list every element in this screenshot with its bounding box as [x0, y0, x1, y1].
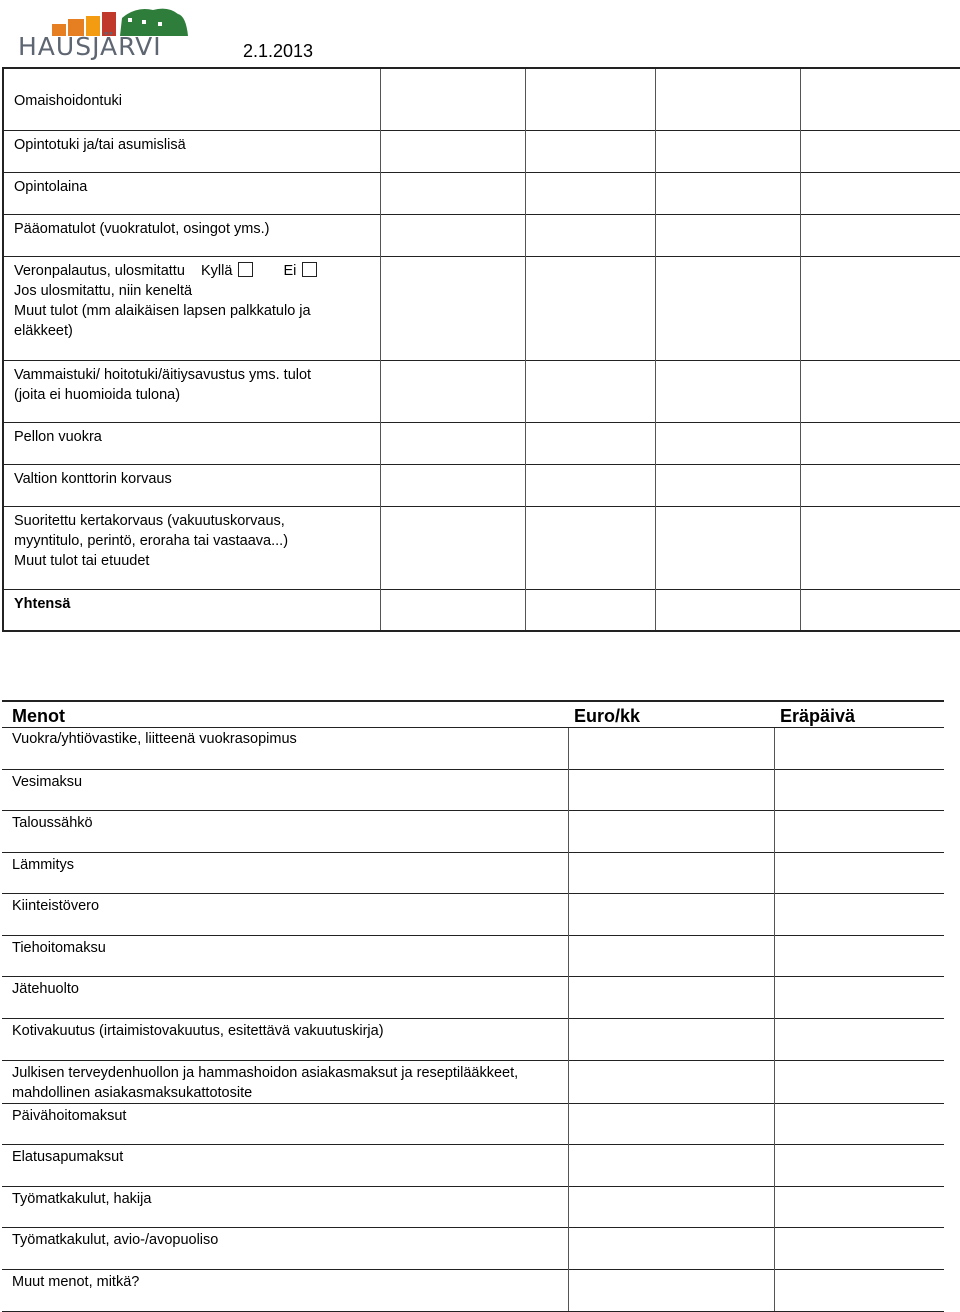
document-date: 2.1.2013 [243, 41, 314, 61]
expense-due-cell[interactable] [774, 1019, 944, 1061]
income-amount-cell[interactable] [526, 214, 656, 256]
expense-label: Kotivakuutus (irtaimistovakuutus, esitettävä vakuutuskirja) [12, 1023, 384, 1040]
income-amount-cell[interactable] [800, 172, 960, 214]
no-label: Ei [283, 262, 297, 279]
expenses-table [2, 700, 944, 1312]
expense-label-cell [2, 769, 568, 811]
logo-text: HAUSJÄRVI [18, 32, 162, 61]
expense-row [2, 894, 944, 936]
expense-euro-cell[interactable] [568, 894, 774, 936]
expense-label: Tiehoitomaksu [12, 939, 106, 956]
income-label: Pääomatulot (vuokratulot, osingot yms.) [14, 220, 270, 237]
income-amount-cell[interactable] [800, 68, 960, 130]
income-label: (joita ei huomioida tulona) [14, 386, 181, 403]
income-amount-cell[interactable] [655, 172, 800, 214]
income-amount-cell[interactable] [526, 506, 656, 589]
expense-euro-cell[interactable] [568, 727, 774, 769]
income-amount-cell[interactable] [655, 589, 800, 631]
income-amount-cell[interactable] [526, 130, 656, 172]
expense-euro-cell[interactable] [568, 1186, 774, 1228]
expense-due-cell[interactable] [774, 894, 944, 936]
income-amount-cell[interactable] [655, 360, 800, 422]
expense-label-cell [2, 727, 568, 769]
expense-euro-cell[interactable] [568, 1145, 774, 1187]
income-label: Suoritettu kertakorvaus (vakuutuskorvaus, [14, 512, 285, 529]
income-amount-cell[interactable] [526, 172, 656, 214]
income-amount-cell[interactable] [800, 589, 960, 631]
income-amount-cell[interactable] [800, 506, 960, 589]
income-label: Vammaistuki/ hoitotuki/äitiysavustus yms. tulot [14, 366, 312, 383]
expense-label-cell [2, 977, 568, 1019]
expense-euro-cell[interactable] [568, 1103, 774, 1145]
income-label: myyntitulo, perintö, eroraha tai vastaava...) [14, 532, 289, 549]
income-amount-cell[interactable] [381, 464, 526, 506]
income-label: Jos ulosmitattu, niin keneltä [14, 282, 193, 299]
income-row [3, 214, 960, 256]
expense-label: Työmatkakulut, hakija [12, 1190, 152, 1207]
income-amount-cell[interactable] [526, 256, 656, 360]
expense-due-cell[interactable] [774, 1103, 944, 1145]
menot-header: Menot [2, 701, 568, 727]
income-row [3, 589, 960, 631]
income-label-cell [3, 214, 381, 256]
income-amount-cell[interactable] [800, 464, 960, 506]
income-row [3, 360, 960, 422]
expense-label-cell [2, 935, 568, 977]
expense-label: Muut menot, mitkä? [12, 1274, 140, 1291]
expense-label: Työmatkakulut, avio-/avopuoliso [12, 1232, 219, 1249]
income-amount-cell[interactable] [655, 506, 800, 589]
expense-label-cell [2, 1103, 568, 1145]
income-label-cell [3, 130, 381, 172]
expense-due-cell[interactable] [774, 1228, 944, 1270]
income-amount-cell[interactable] [381, 172, 526, 214]
expense-due-cell[interactable] [774, 769, 944, 811]
expense-due-cell[interactable] [774, 811, 944, 853]
expense-row [2, 1186, 944, 1228]
income-amount-cell[interactable] [381, 360, 526, 422]
expense-due-cell[interactable] [774, 935, 944, 977]
income-row [3, 506, 960, 589]
expense-row [2, 1019, 944, 1061]
expense-label: Jätehuolto [12, 981, 79, 998]
income-amount-cell[interactable] [381, 68, 526, 130]
income-amount-cell[interactable] [800, 214, 960, 256]
income-label-cell [3, 68, 381, 130]
expense-label: Lämmitys [12, 856, 75, 873]
income-amount-cell[interactable] [526, 68, 656, 130]
expense-row [2, 727, 944, 769]
income-row [3, 130, 960, 172]
income-amount-cell[interactable] [655, 256, 800, 360]
refund-label: Veronpalautus, ulosmitattu [14, 262, 185, 279]
income-label-cell [3, 172, 381, 214]
expense-label: Päivähoitomaksut [12, 1107, 127, 1124]
expense-row [2, 977, 944, 1019]
income-row [3, 464, 960, 506]
expense-label: Vesimaksu [12, 773, 83, 790]
income-amount-cell[interactable] [526, 589, 656, 631]
income-amount-cell[interactable] [526, 464, 656, 506]
expense-label-cell [2, 1060, 568, 1103]
income-label-cell [3, 360, 381, 422]
expense-due-cell[interactable] [774, 1186, 944, 1228]
due-header: Eräpäivä [774, 701, 944, 727]
expense-due-cell[interactable] [774, 1270, 944, 1312]
hausjarvi-logo [18, 6, 228, 61]
income-amount-cell[interactable] [655, 422, 800, 464]
expense-label-cell [2, 811, 568, 853]
income-row [3, 68, 960, 130]
expense-due-cell[interactable] [774, 977, 944, 1019]
income-label: Muut tulot (mm alaikäisen lapsen palkkatulo ja [14, 302, 311, 319]
expense-label: Vuokra/yhtiövastike, liitteenä vuokrasopimus [12, 730, 297, 747]
expense-label: mahdollinen asiakasmaksukattotosite [12, 1084, 253, 1101]
expense-due-cell[interactable] [774, 1060, 944, 1103]
income-table [2, 67, 960, 632]
income-amount-cell[interactable] [381, 130, 526, 172]
no-checkbox[interactable] [302, 262, 317, 277]
expense-row [2, 1060, 944, 1103]
income-amount-cell[interactable] [800, 422, 960, 464]
expense-label-cell [2, 894, 568, 936]
expense-label-cell [2, 1186, 568, 1228]
expense-due-cell[interactable] [774, 1145, 944, 1187]
income-label-cell [3, 506, 381, 589]
income-amount-cell[interactable] [381, 422, 526, 464]
income-row [3, 172, 960, 214]
yes-label: Kyllä [201, 262, 233, 279]
income-amount-cell[interactable] [381, 506, 526, 589]
expense-euro-cell[interactable] [568, 852, 774, 894]
expenses-header-row [2, 701, 944, 727]
income-label-cell [3, 464, 381, 506]
expense-label: Kiinteistövero [12, 898, 100, 915]
expense-row [2, 769, 944, 811]
income-amount-cell[interactable] [381, 256, 526, 360]
income-label: Yhtensä [14, 595, 71, 612]
expense-row [2, 1145, 944, 1187]
expense-label: Taloussähkö [12, 815, 93, 832]
income-label-cell [3, 589, 381, 631]
expense-due-cell[interactable] [774, 727, 944, 769]
expense-label-cell [2, 1228, 568, 1270]
income-amount-cell[interactable] [655, 130, 800, 172]
expense-row [2, 852, 944, 894]
expense-label-cell [2, 852, 568, 894]
expense-row [2, 1270, 944, 1312]
income-amount-cell[interactable] [800, 360, 960, 422]
expense-label: Elatusapumaksut [12, 1149, 124, 1166]
expense-due-cell[interactable] [774, 852, 944, 894]
expense-row [2, 1103, 944, 1145]
income-label: Muut tulot tai etuudet [14, 552, 150, 569]
income-amount-cell[interactable] [655, 68, 800, 130]
expense-label: Julkisen terveydenhuollon ja hammashoidon asiakasmaksut ja reseptilääkkeet, [12, 1064, 519, 1081]
income-amount-cell[interactable] [381, 214, 526, 256]
income-amount-cell[interactable] [800, 256, 960, 360]
income-amount-cell[interactable] [381, 589, 526, 631]
expense-euro-cell[interactable] [568, 935, 774, 977]
expense-row [2, 1228, 944, 1270]
expense-euro-cell[interactable] [568, 1060, 774, 1103]
expense-euro-cell[interactable] [568, 1228, 774, 1270]
income-label: Opintolaina [14, 178, 88, 195]
income-label: Opintotuki ja/tai asumislisä [14, 136, 186, 153]
yes-checkbox[interactable] [238, 262, 253, 277]
income-label-cell [3, 256, 381, 360]
income-amount-cell[interactable] [526, 360, 656, 422]
expense-euro-cell[interactable] [568, 1270, 774, 1312]
expense-label-cell [2, 1145, 568, 1187]
income-label: Pellon vuokra [14, 428, 102, 445]
income-amount-cell[interactable] [655, 464, 800, 506]
expense-row [2, 935, 944, 977]
income-amount-cell[interactable] [526, 422, 656, 464]
income-label: Valtion konttorin korvaus [14, 470, 172, 487]
expense-label-cell [2, 1019, 568, 1061]
expense-label-cell [2, 1270, 568, 1312]
expense-row [2, 811, 944, 853]
income-amount-cell[interactable] [655, 214, 800, 256]
expense-euro-cell[interactable] [568, 769, 774, 811]
expense-euro-cell[interactable] [568, 977, 774, 1019]
income-label: Omaishoidontuki [14, 93, 122, 109]
euro-header: Euro/kk [568, 701, 774, 727]
income-amount-cell[interactable] [800, 130, 960, 172]
expense-euro-cell[interactable] [568, 1019, 774, 1061]
expense-euro-cell[interactable] [568, 811, 774, 853]
income-row [3, 422, 960, 464]
refund-line [14, 261, 380, 281]
income-label: eläkkeet) [14, 322, 73, 339]
income-label-cell [3, 422, 381, 464]
income-row [3, 256, 960, 360]
